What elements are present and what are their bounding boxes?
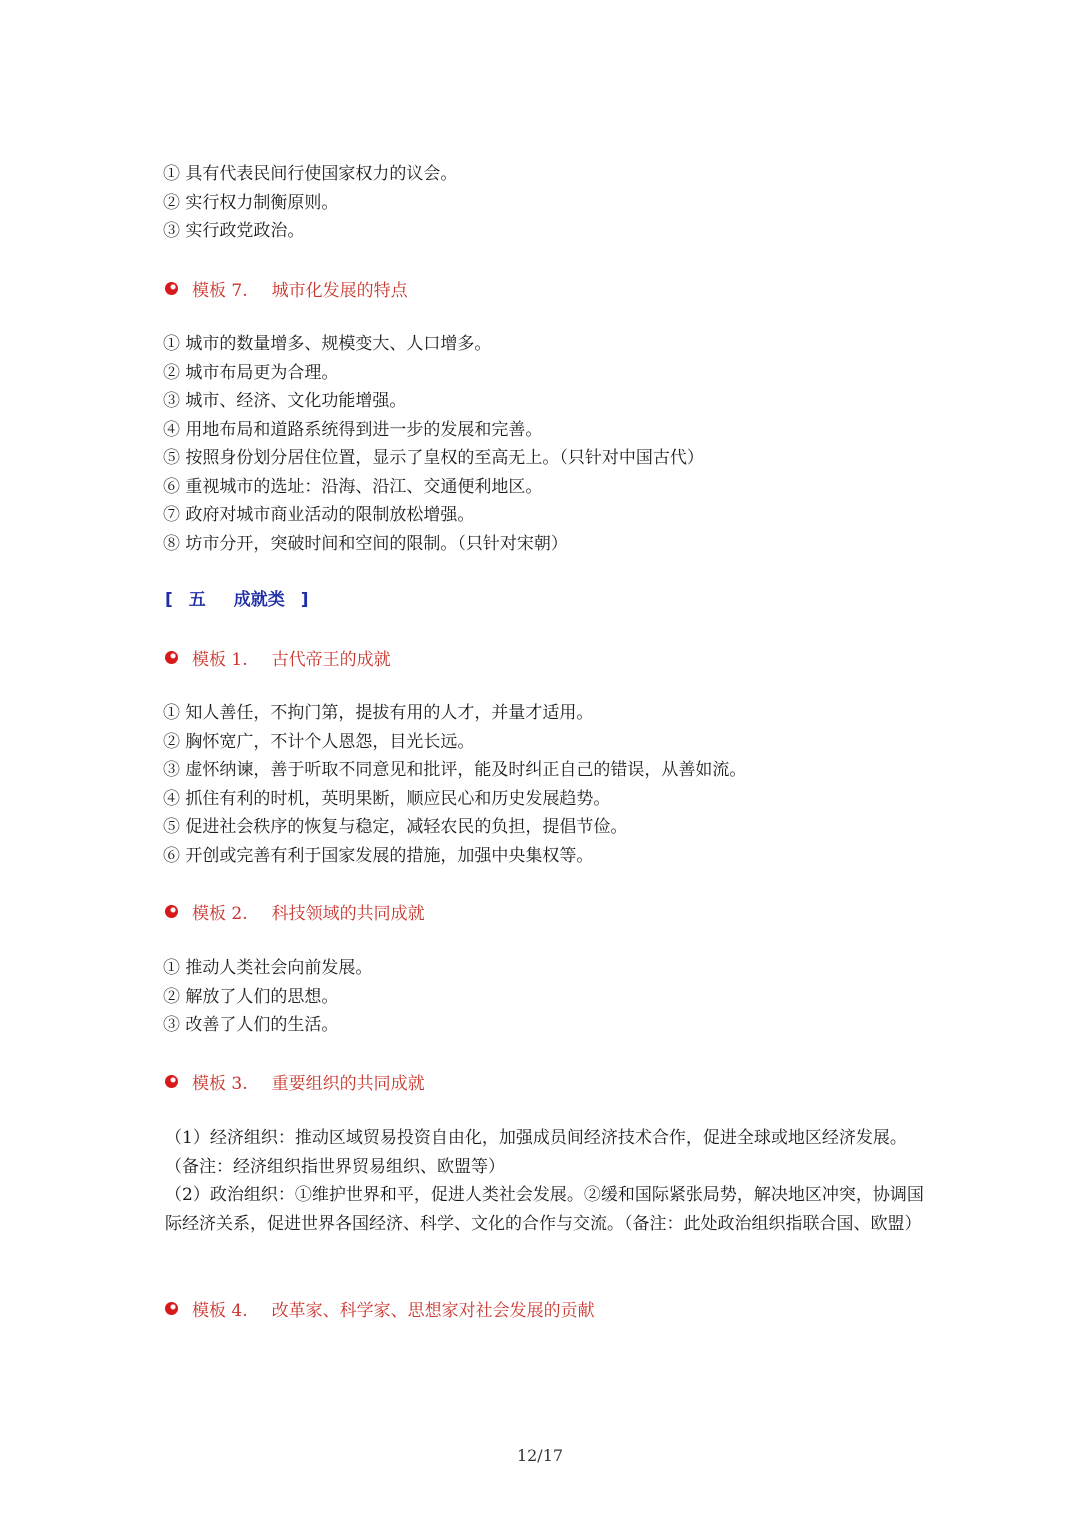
section-bracket-open: [ — [165, 590, 173, 610]
list-item: ② 城市布局更为合理。 — [163, 362, 339, 383]
list-item: ⑥ 重视城市的选址：沿海、沿江、交通便利地区。 — [163, 476, 543, 497]
list-urbanization — [163, 330, 923, 558]
red-bullet-icon — [165, 905, 178, 918]
template-title: 科技领域的共同成就 — [271, 903, 425, 924]
template-title: 古代帝王的成就 — [271, 649, 391, 670]
template-title: 重要组织的共同成就 — [271, 1073, 425, 1094]
red-bullet-icon — [165, 1075, 178, 1088]
paragraph-economic-orgs: （1）经济组织：推动区域贸易投资自由化，加强成员间经济技术合作，促进全球或地区经济发展。（备注：经济组织指世界贸易组织、欧盟等） — [165, 1128, 907, 1177]
list-item: ⑧ 坊市分开，突破时间和空间的限制。（只针对宋朝） — [163, 533, 568, 554]
list-item: ② 胸怀宽广，不计个人恩怨，目光长远。 — [163, 731, 475, 752]
list-item: ④ 抓住有利的时机，英明果断，顺应民心和历史发展趋势。 — [163, 788, 611, 809]
section-number: 五 — [188, 590, 206, 610]
list-item: ① 城市的数量增多、规模变大、人口增多。 — [163, 334, 492, 354]
template-label: 模板 3. — [192, 1073, 248, 1094]
paragraph-political-orgs: （2）政治组织：①维护世界和平，促进人类社会发展。②缓和国际紧张局势，解决地区冲突，协调国际经济关系，促进世界各国经济、科学、文化的合作与交流。（备注：此处政治组织指联合国、欧盟） — [165, 1185, 924, 1234]
list-item: ④ 用地布局和道路系统得到进一步的发展和完善。 — [163, 419, 543, 440]
template-label: 模板 4. — [192, 1300, 248, 1321]
list-political-features — [163, 160, 923, 246]
section-title: 成就类 — [233, 590, 285, 610]
list-emperor-achievements — [163, 699, 923, 870]
list-tech-achievements — [163, 954, 923, 1040]
section-bracket-close: ] — [300, 590, 309, 610]
template-label: 模板 7. — [192, 280, 248, 301]
red-bullet-icon — [165, 1302, 178, 1315]
template-label: 模板 2. — [192, 903, 248, 924]
template-heading-2 — [165, 898, 425, 924]
list-item: ③ 虚怀纳谏，善于听取不同意见和批评，能及时纠正自己的错误，从善如流。 — [163, 760, 747, 780]
red-bullet-icon — [165, 651, 178, 664]
list-item: ③ 实行政党政治。 — [163, 221, 305, 241]
section-heading — [165, 586, 309, 614]
template-label: 模板 1. — [192, 649, 248, 670]
list-item: ③ 城市、经济、文化功能增强。 — [163, 391, 407, 411]
template-title: 改革家、科学家、思想家对社会发展的贡献 — [271, 1300, 595, 1321]
template-heading-1 — [165, 644, 391, 670]
list-item: ② 解放了人们的思想。 — [163, 986, 339, 1007]
list-item: ② 实行权力制衡原则。 — [163, 192, 339, 213]
list-item: ① 推动人类社会向前发展。 — [163, 958, 373, 978]
template-heading-4 — [165, 1295, 595, 1321]
list-item: ⑦ 政府对城市商业活动的限制放松增强。 — [163, 505, 475, 525]
list-item: ③ 改善了人们的生活。 — [163, 1015, 339, 1035]
list-item: ⑥ 开创或完善有利于国家发展的措施，加强中央集权等。 — [163, 845, 594, 866]
template-title: 城市化发展的特点 — [271, 280, 408, 301]
list-item: ⑤ 促进社会秩序的恢复与稳定，减轻农民的负担，提倡节俭。 — [163, 817, 628, 837]
template-heading-7 — [165, 275, 408, 301]
list-item: ① 知人善任，不拘门第，提拔有用的人才，并量才适用。 — [163, 703, 594, 723]
template-heading-3 — [165, 1068, 425, 1094]
red-bullet-icon — [165, 282, 178, 295]
list-item: ① 具有代表民间行使国家权力的议会。 — [163, 164, 458, 184]
list-item: ⑤ 按照身份划分居住位置，显示了皇权的至高无上。（只针对中国古代） — [163, 448, 704, 468]
page-number: 12/17 — [516, 1446, 564, 1465]
